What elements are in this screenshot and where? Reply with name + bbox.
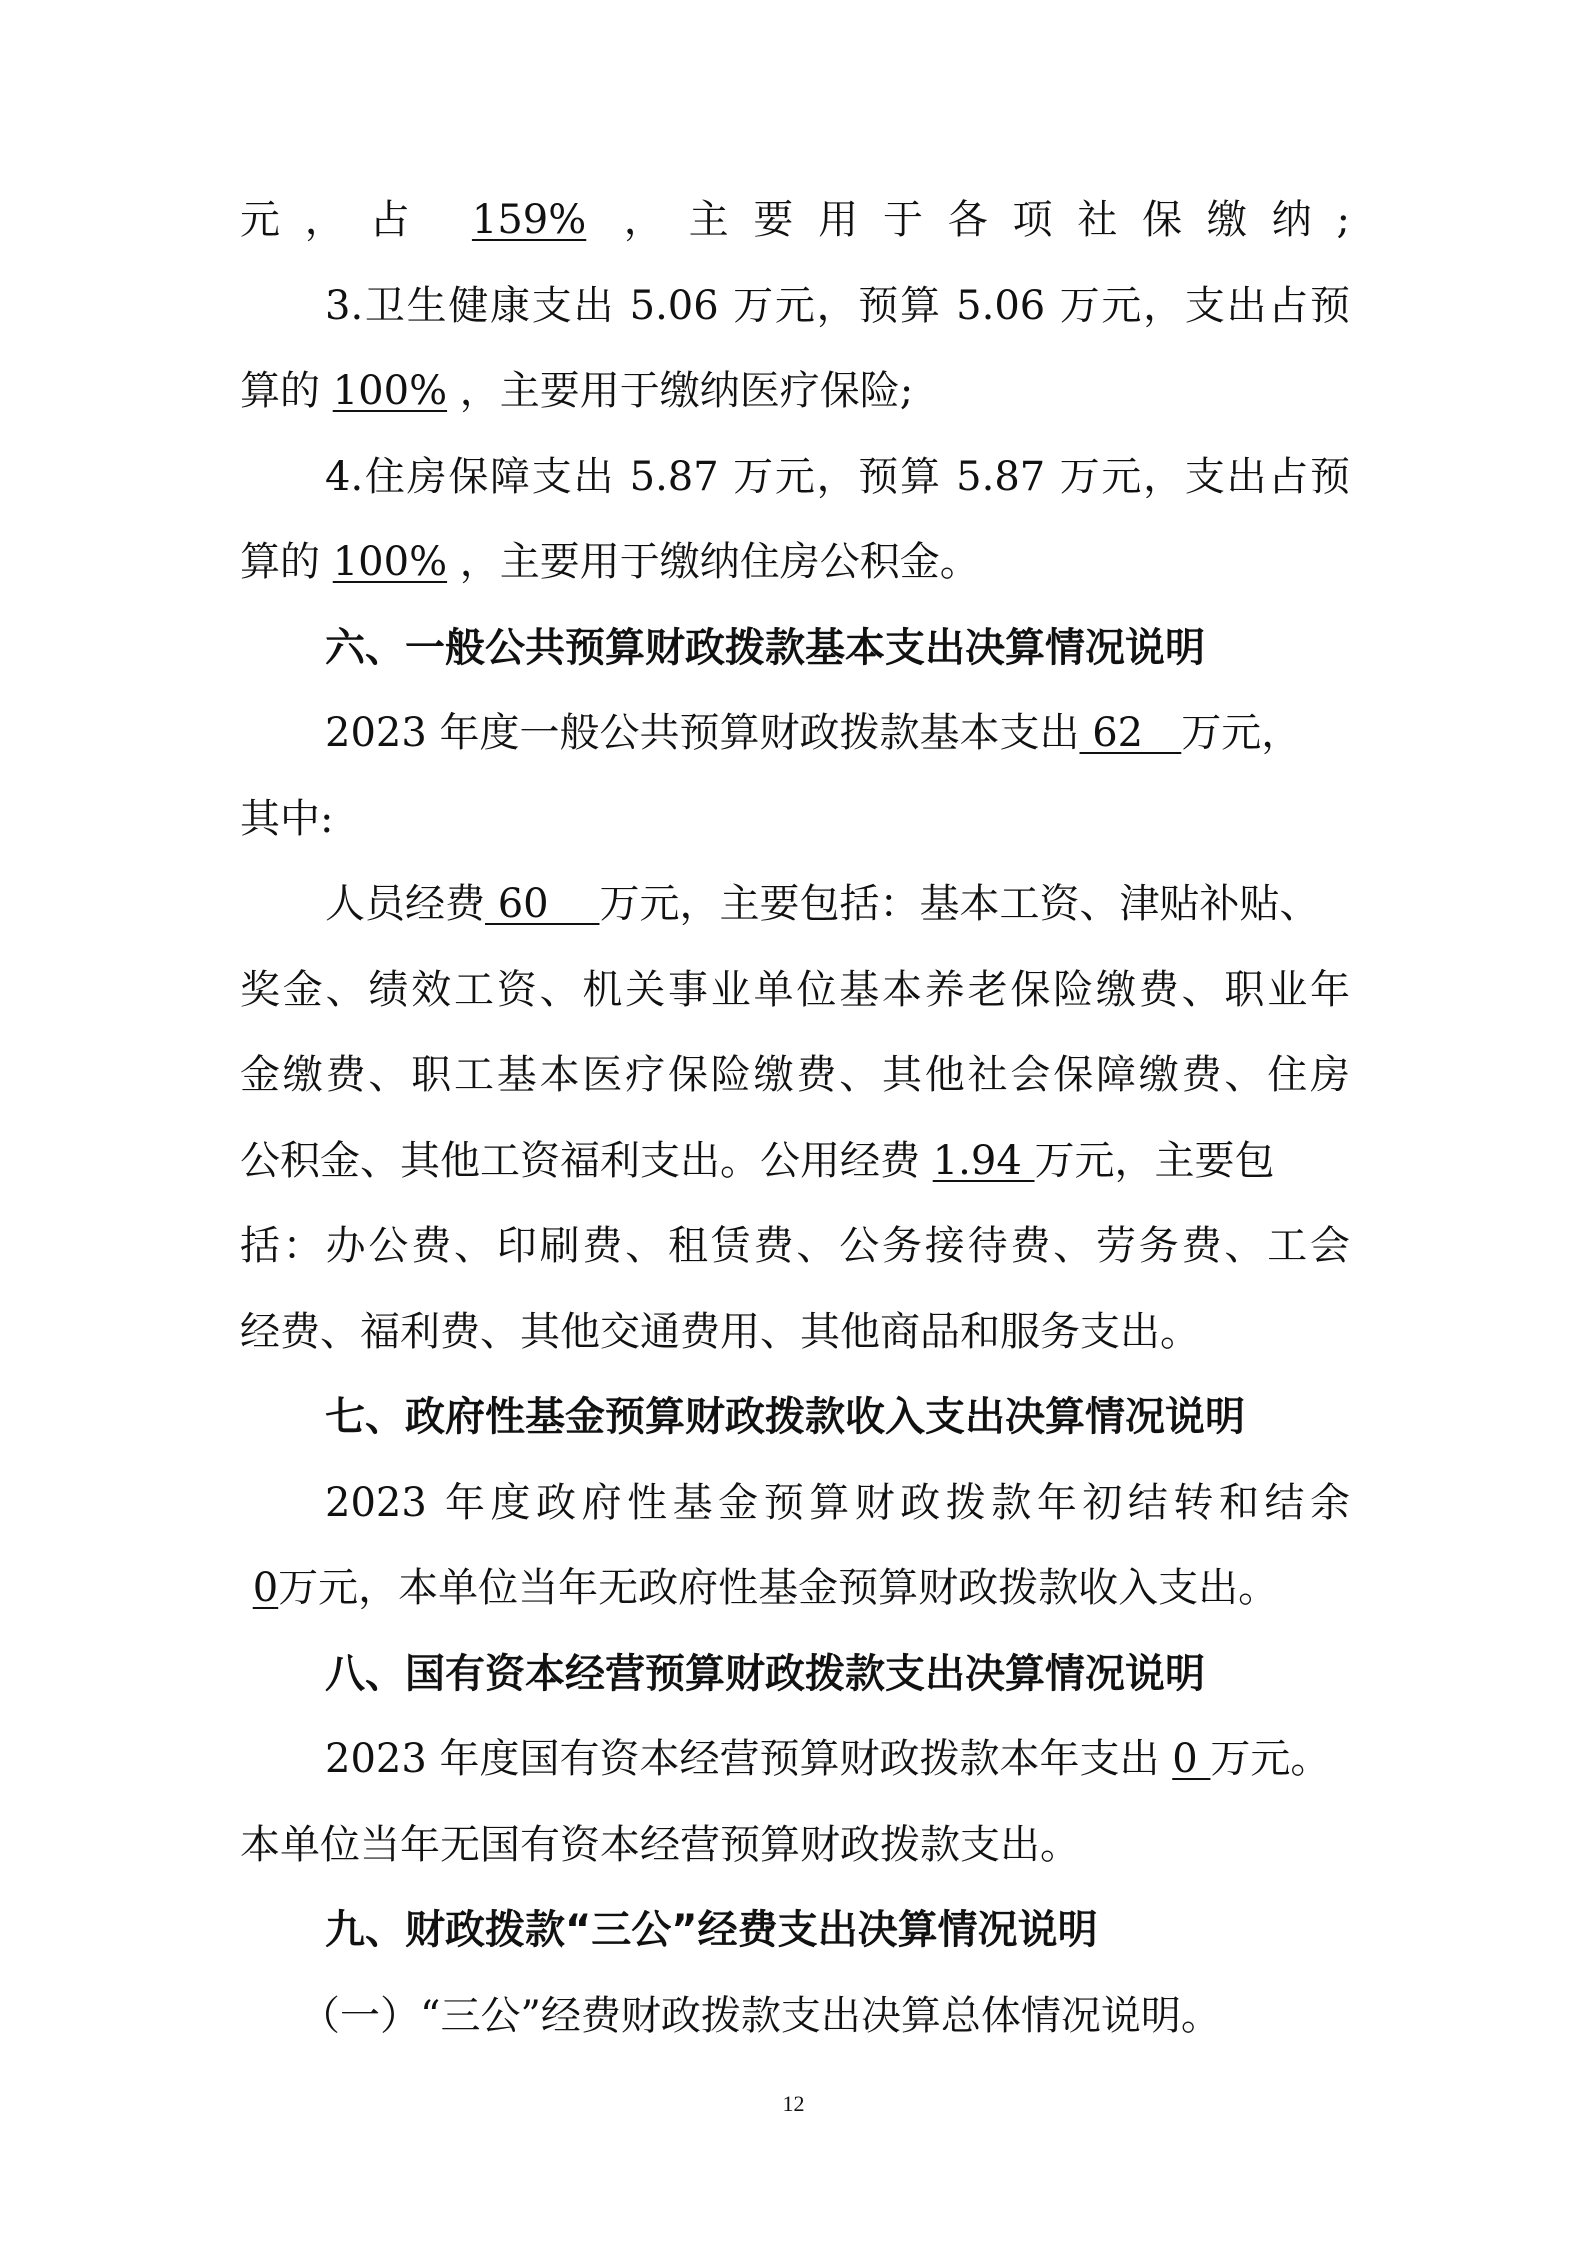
underlined-value: 60 — [485, 881, 600, 927]
underlined-value: 62 — [1079, 710, 1182, 756]
text-segment: ，主要用于缴纳医疗保险; — [447, 368, 914, 414]
body-line: 金缴费、职工基本医疗保险缴费、其他社会保障缴费、住房 — [240, 1052, 1350, 1098]
underlined-value: 100% — [332, 368, 448, 414]
body-line — [240, 194, 1350, 246]
body-line — [240, 365, 1350, 417]
text-segment: 2023 年度国有资本经营预算财政拨款本年支出 — [325, 1736, 1173, 1782]
section-heading: 七、政府性基金预算财政拨款收入支出决算情况说明 — [325, 1394, 1245, 1440]
body-line — [240, 1562, 1350, 1614]
body-line — [325, 707, 1435, 759]
text-segment: 万元，主要包 — [1034, 1138, 1275, 1184]
underlined-value: 1.94 — [932, 1138, 1035, 1184]
text-segment: 公积金、其他工资福利支出。公用经费 — [240, 1138, 933, 1184]
text-segment — [240, 1565, 253, 1611]
section-heading: 六、一般公共预算财政拨款基本支出决算情况说明 — [325, 625, 1205, 671]
section-heading: 九、财政拨款“三公”经费支出决算情况说明 — [325, 1907, 1098, 1953]
section-heading: 八、国有资本经营预算财政拨款支出决算情况说明 — [325, 1651, 1205, 1697]
text-segment: ，主要用于各项社保缴纳; — [586, 197, 1350, 243]
body-line — [325, 1733, 1435, 1785]
text-segment: 算的 — [240, 368, 333, 414]
body-line: 2023 年度政府性基金预算财政拨款年初结转和结余 — [325, 1480, 1350, 1526]
text-segment: 元，占 — [240, 197, 472, 243]
text-segment: 万元，本单位当年无政府性基金预算财政拨款收入支出。 — [278, 1565, 1279, 1611]
text-segment: 万元。 — [1210, 1736, 1331, 1782]
body-line — [240, 536, 1350, 588]
subsection-heading: （一）“三公”经费财政拨款支出决算总体情况说明。 — [300, 1993, 1221, 2039]
underlined-value: 100% — [332, 539, 448, 585]
body-line — [240, 1135, 1350, 1187]
body-line: 4.住房保障支出 5.87 万元，预算 5.87 万元，支出占预 — [325, 454, 1350, 500]
text-segment: 2023 年度一般公共预算财政拨款基本支出 — [325, 710, 1080, 756]
underlined-value: 159% — [471, 197, 587, 243]
text-segment: 人员经费 — [325, 881, 485, 927]
body-line: 3.卫生健康支出 5.06 万元，预算 5.06 万元，支出占预 — [325, 283, 1350, 329]
body-line: 其中: — [240, 796, 334, 842]
body-line: 奖金、绩效工资、机关事业单位基本养老保险缴费、职业年 — [240, 967, 1350, 1013]
body-line: 经费、福利费、其他交通费用、其他商品和服务支出。 — [240, 1309, 1200, 1355]
underlined-value: 0 — [252, 1565, 279, 1611]
text-segment: 算的 — [240, 539, 333, 585]
body-line: 括：办公费、印刷费、租赁费、公务接待费、劳务费、工会 — [240, 1223, 1350, 1269]
page-number: 12 — [782, 2091, 805, 2116]
text-segment: 万元，主要包括：基本工资、津贴补贴、 — [599, 881, 1320, 927]
text-segment: ，主要用于缴纳住房公积金。 — [447, 539, 980, 585]
underlined-value: 0 — [1172, 1736, 1211, 1782]
body-line: 本单位当年无国有资本经营预算财政拨款支出。 — [240, 1822, 1080, 1868]
body-line — [325, 878, 1435, 930]
text-segment: 万元， — [1181, 710, 1302, 756]
